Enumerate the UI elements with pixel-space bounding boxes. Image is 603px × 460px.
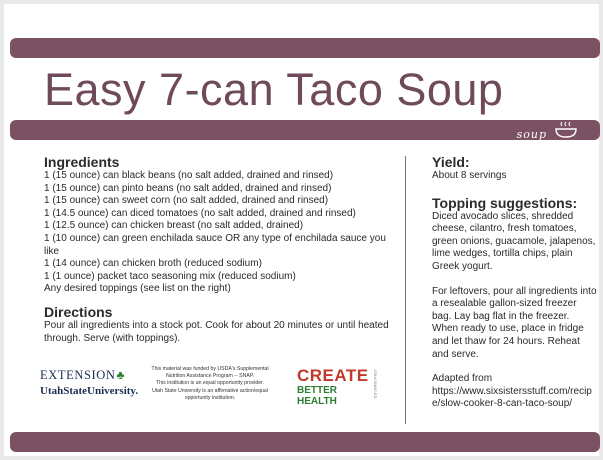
soup-bowl-icon (553, 121, 579, 139)
top-accent-bar (10, 38, 600, 58)
funding-line: Nutrition Assistance Program -- SNAP. (165, 373, 255, 380)
ingredient-item: 1 (12.5 ounce) can chicken breast (no salt added, drained) (44, 220, 304, 232)
ingredient-item: 1 (10 ounce) can green enchilada sauce OR any type of enchilada sauce you like (44, 232, 386, 257)
ingredient-item: 1 (14 ounce) can chicken broth (reduced sodium) (44, 258, 262, 270)
ingredient-item: 1 (14.5 ounce) can diced tomatoes (no salt added, drained and rinsed) (44, 207, 356, 219)
title-underline-bar (10, 120, 600, 140)
toppings-text: Diced avocado slices, shredded cheese, cilantro, fresh tomatoes, green onions, guacamole, jalapenos, lime wedges, tortilla chips, plain Greek yogurt. (432, 210, 596, 272)
ingredient-item: 1 (15 ounce) can sweet corn (no salt added, drained and rinsed) (44, 195, 329, 207)
toppings-heading: Topping suggestions: (432, 194, 578, 211)
create-word: CREATE (297, 366, 369, 385)
right-column (432, 154, 597, 411)
directions-heading: Directions (44, 303, 113, 320)
4h-clover-icon: ♣ (116, 368, 125, 382)
funding-line: opportunity institution. (184, 394, 236, 401)
create-side-text: UTAH SNAP-ED (373, 369, 378, 399)
recipe-card (4, 4, 599, 456)
recipe-title: Easy 7-can Taco Soup (44, 64, 504, 115)
funding-line: This institution is an equal opportunity provider. (155, 380, 265, 387)
funding-line: Utah State University is an affirmative action/equal (152, 387, 268, 394)
left-column (44, 154, 394, 345)
yield-heading: Yield: (432, 154, 470, 170)
ingredient-item: 1 (1 ounce) packet taco seasoning mix (reduced sodium) (44, 270, 296, 282)
ingredient-item: 1 (15 ounce) can pinto beans (no salt added, drained and rinsed) (44, 182, 332, 194)
yield-text: About 8 servings (432, 170, 507, 181)
source-url[interactable]: https://www.sixsistersstuff.com/recipe/slow-cooker-8-can-taco-soup/ (432, 385, 592, 410)
ingredient-item: 1 (15 ounce) can black beans (no salt added, drained and rinsed) (44, 170, 334, 181)
usu-extension-logo (40, 366, 138, 397)
footer-logos (40, 364, 410, 414)
source-label: Adapted from (432, 373, 493, 385)
leftovers-text: For leftovers, pour all ingredients into a resealable gallon-sized freezer bag. Lay bag flat in the freezer. When ready to use, place in fridge and let thaw for 24 hours. Reheat and serve. (432, 285, 597, 360)
ingredient-item: Any desired toppings (see list on the right) (44, 283, 231, 295)
ingredients-list (44, 170, 394, 296)
funding-statement (135, 366, 285, 402)
bottom-accent-bar (10, 432, 600, 452)
directions-text: Pour all ingredients into a stock pot. Cook for about 20 minutes or until heated through. Serve (with toppings). (44, 319, 389, 344)
funding-line: This material was funded by USDA's Supplemental (151, 366, 269, 372)
create-better-health-logo (297, 366, 377, 407)
category-label: soup (516, 128, 547, 141)
create-subtitle: BETTER HEALTH (297, 385, 337, 407)
extension-name: EXTENSION (40, 368, 116, 382)
ingredients-heading: Ingredients (44, 154, 120, 170)
university-name: UtahStateUniversity. (40, 385, 139, 397)
